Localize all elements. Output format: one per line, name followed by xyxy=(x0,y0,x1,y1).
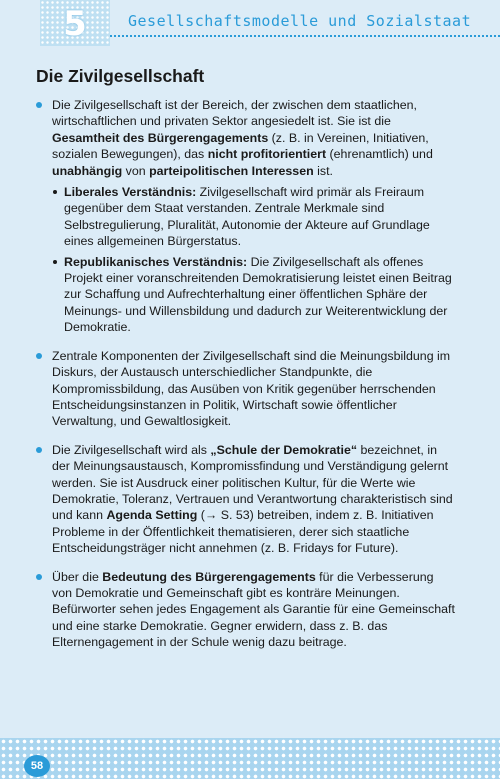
sub-item-republican xyxy=(52,254,456,336)
footer-pattern xyxy=(0,738,500,779)
text: Die Zivilgesellschaft wird als xyxy=(52,442,211,457)
page-title: Die Zivilgesellschaft xyxy=(36,66,205,86)
emphasis: Agenda Setting xyxy=(106,508,198,523)
text: Über die xyxy=(52,569,103,584)
bullet-dot-icon xyxy=(36,102,42,108)
sub-list xyxy=(52,184,456,336)
emphasis: Bedeutung des Bürgerengagements xyxy=(102,569,316,584)
emphasis: „Schule der Demokratie“ xyxy=(210,442,358,457)
header-divider xyxy=(110,35,500,37)
bullet-item-school-of-democracy xyxy=(36,442,456,557)
emphasis: Gesamtheit des Bürgerengagements xyxy=(52,130,269,145)
sub-item-text: Zivilgesellschaft wird primär als Freiraum gegenüber dem Staat verstanden. Zentrale Merkmale sind Selbstregulierung, Pluralität, Autonomie der Akteure auf Grundlage eines allgemeinen Bürgerstatus. xyxy=(64,185,430,249)
emphasis: nicht profitorientiert xyxy=(207,147,327,162)
sub-bullet-icon xyxy=(53,190,57,194)
sub-item-liberal xyxy=(52,184,456,250)
text: (ehrenamtlich) und xyxy=(326,147,433,162)
emphasis: unabhängig xyxy=(52,163,123,178)
text: für die Verbesserung von Demokratie und Gemeinschaft gibt es konträre Meinungen. Befürworter sehen jedes Engagement als Garantie für eine Gemeinschaft und eine starke Demokratie. Gegner erwidern, dass z. B. das Elternengagement in der Schule wenig dazu beitrage. xyxy=(52,569,455,650)
text: Die Zivilgesellschaft ist der Bereich, der zwischen dem staatlichen, wirtschaftlichen und privaten Sektor angesiedelt ist. Sie ist die xyxy=(52,98,417,129)
bullet-item-significance xyxy=(36,569,456,651)
chapter-title: Gesellschaftsmodelle und Sozialstaat xyxy=(128,12,472,30)
page-number: 58 xyxy=(24,755,50,777)
text: von xyxy=(122,163,150,178)
bullet-list xyxy=(36,97,456,651)
chapter-number: 5 xyxy=(63,4,87,44)
emphasis: parteipolitischen Interessen xyxy=(149,163,314,178)
page-content xyxy=(36,66,456,663)
text: bezeichnet, in der Meinungsaustausch, Kompromissfindung und Verständigung gelernt werden. Sie ist Ausdruck einer politischen Kultur, für die Werte wie Demokratie, Toleranz, Vertrauen und Verantwortung charakteristisch sind und kann xyxy=(52,442,453,523)
chapter-number-box xyxy=(40,0,110,46)
bullet-dot-icon xyxy=(36,574,42,580)
text: ist. xyxy=(313,163,333,178)
text: (z. B. in Vereinen, Initiativen, sozialen Bewegungen), das xyxy=(52,130,429,162)
bullet-dot-icon xyxy=(36,353,42,359)
sub-item-text: Die Zivilgesellschaft als offenes Projekt einer voranschreitenden Demokratisierung leistet einen Beitrag zur Schaffung und Aufrechterhaltung einer öffentlichen Sphäre der Meinungs- und Willensbildung und dadurch zur Weiterentwicklung der Demokratie. xyxy=(64,254,452,335)
sub-item-term: Republikanisches Verständnis: xyxy=(64,254,248,269)
chapter-header xyxy=(0,0,500,48)
sub-item-term: Liberales Verständnis: xyxy=(64,185,197,200)
bullet-item-definition xyxy=(36,97,456,336)
text: Zentrale Komponenten der Zivilgesellschaft sind die Meinungsbildung im Diskurs, der Austausch unterschiedlicher Standpunkte, die Kompromissbildung, das Ausüben von Kritik gegenüber herrschenden Entscheidungsinstanzen in Politik, Wirtschaft sowie öffentlicher Verwaltung, und Gewaltlosigkeit. xyxy=(52,348,451,429)
sub-bullet-icon xyxy=(53,260,57,264)
bullet-item-components xyxy=(36,348,456,430)
bullet-dot-icon xyxy=(36,447,42,453)
text: (→ S. 53) betreiben, indem z. B. Initiativen Probleme in der Öffentlichkeit thematisieren, derer sich staatliche Entscheidungsträger nicht annehmen (z. B. Fridays for Future). xyxy=(52,508,434,556)
